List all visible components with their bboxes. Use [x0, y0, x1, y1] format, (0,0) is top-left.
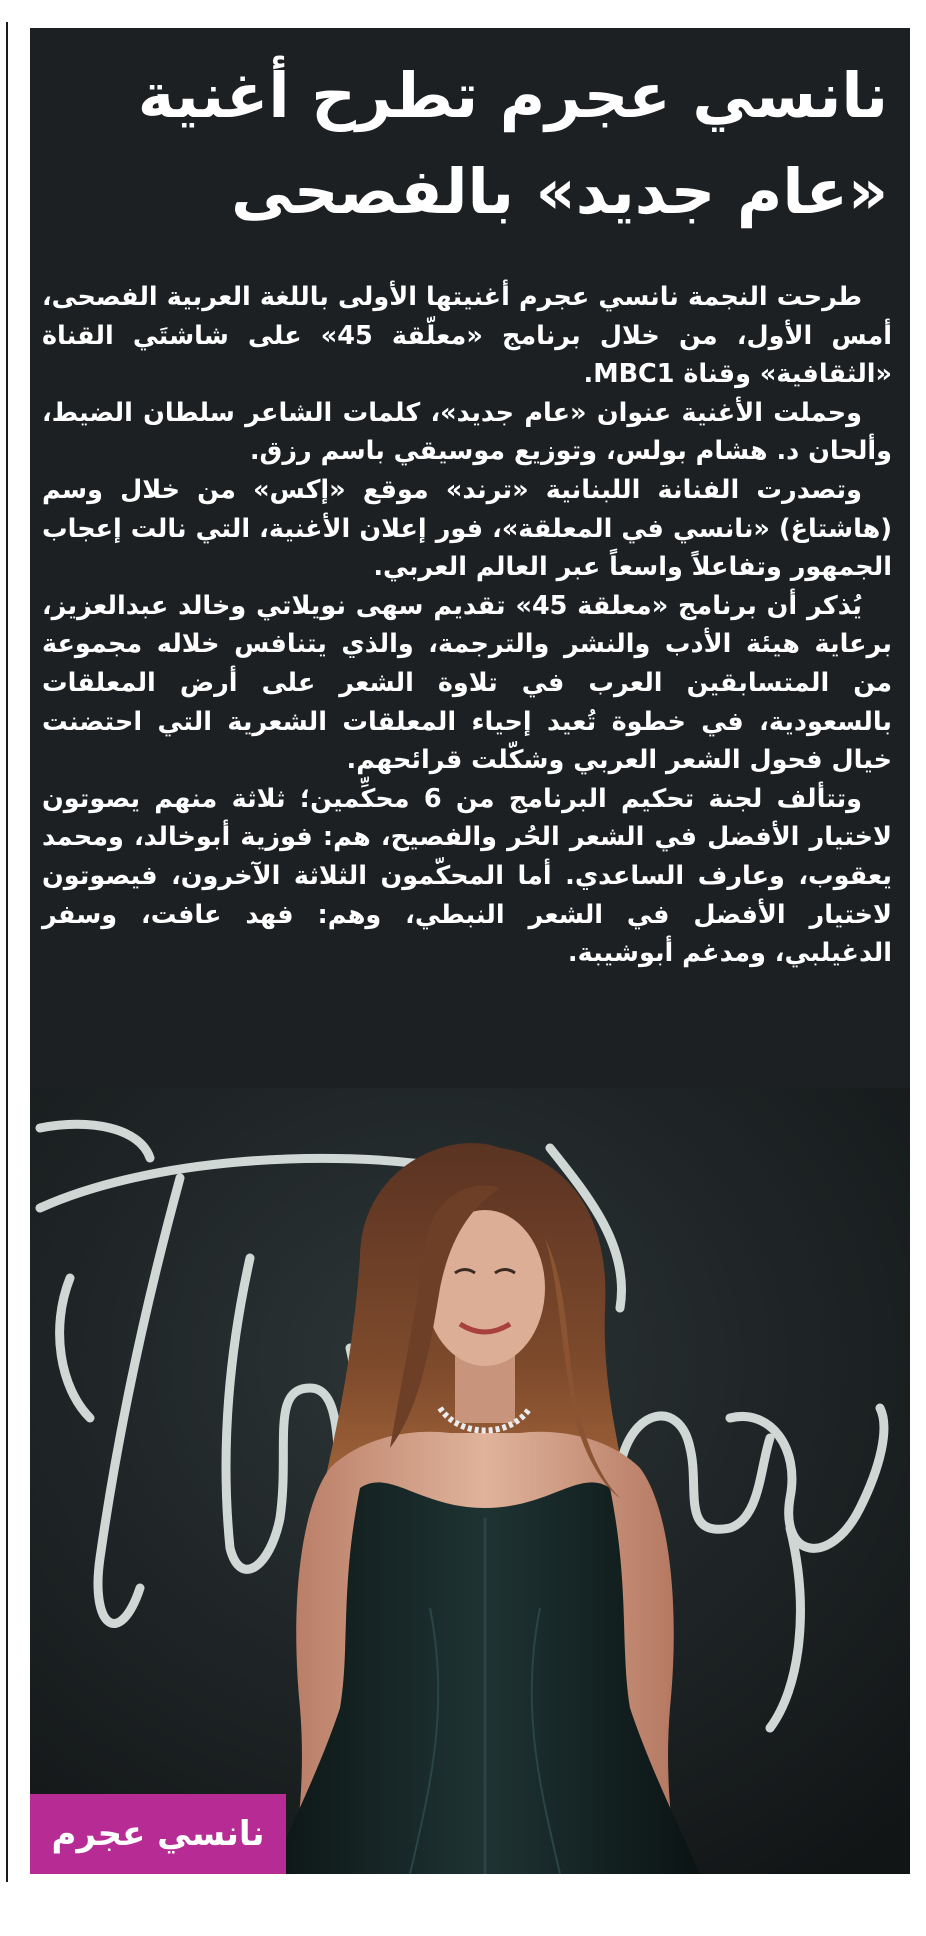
- paragraph: وحملت الأغنية عنوان «عام جديد»، كلمات الشاعر سلطان الضيط، وألحان د. هشام بولس، وتوزيع موسيقي باسم رزق.: [42, 397, 892, 467]
- article-headline: نانسي عجرم تطرح أغنية «عام جديد» بالفصحى: [137, 59, 888, 228]
- article-body: [42, 278, 892, 973]
- column-divider: [6, 22, 8, 1882]
- singer-photo-illustration: [30, 1088, 910, 1874]
- article-block: [30, 28, 910, 1874]
- photo-caption-badge: [30, 1794, 286, 1874]
- paragraph: طرحت النجمة نانسي عجرم أغنيتها الأولى باللغة العربية الفصحى، أمس الأول، من خلال برنامج «معلّقة 45» على شاشتَي القناة «الثقافية» وقناة MBC1.: [42, 282, 892, 390]
- paragraph: وتصدرت الفنانة اللبنانية «ترند» موقع «إكس» من خلال وسم (هاشتاغ) «نانسي في المعلقة»، فور إعلان الأغنية، التي نالت إعجاب الجمهور وتفاعلاً واسعاً عبر العالم العربي.: [42, 474, 892, 583]
- paragraph: وتتألف لجنة تحكيم البرنامج من 6 محكِّمين؛ ثلاثة منهم يصوتون لاختيار الأفضل في الشعر الحُر والفصيح، هم: فوزية أبوخالد، ومحمد يعقوب، وعارف الساعدي. أما المحكّمون الثلاثة الآخرون، فيصوتون لاختيار الأفضل في الشعر النبطي، وهم: فهد عافت، وسفر الدغيلبي، ومدغم أبوشيبة.: [42, 783, 892, 969]
- photo-caption: نانسي عجرم: [51, 1814, 265, 1854]
- paragraph: يُذكر أن برنامج «معلقة 45» تقديم سهى نويلاتي وخالد عبدالعزيز، برعاية هيئة الأدب والنشر والترجمة، والذي يتنافس خلاله مجموعة من المتسابقين العرب في تلاوة الشعر على أرض المعلقات بالسعودية، في خطوة تُعيد إحياء المعلقات الشعرية التي احتضنت خيال فحول الشعر العربي وشكّلت قرائحهم.: [42, 590, 892, 776]
- article-photo: [30, 1088, 910, 1874]
